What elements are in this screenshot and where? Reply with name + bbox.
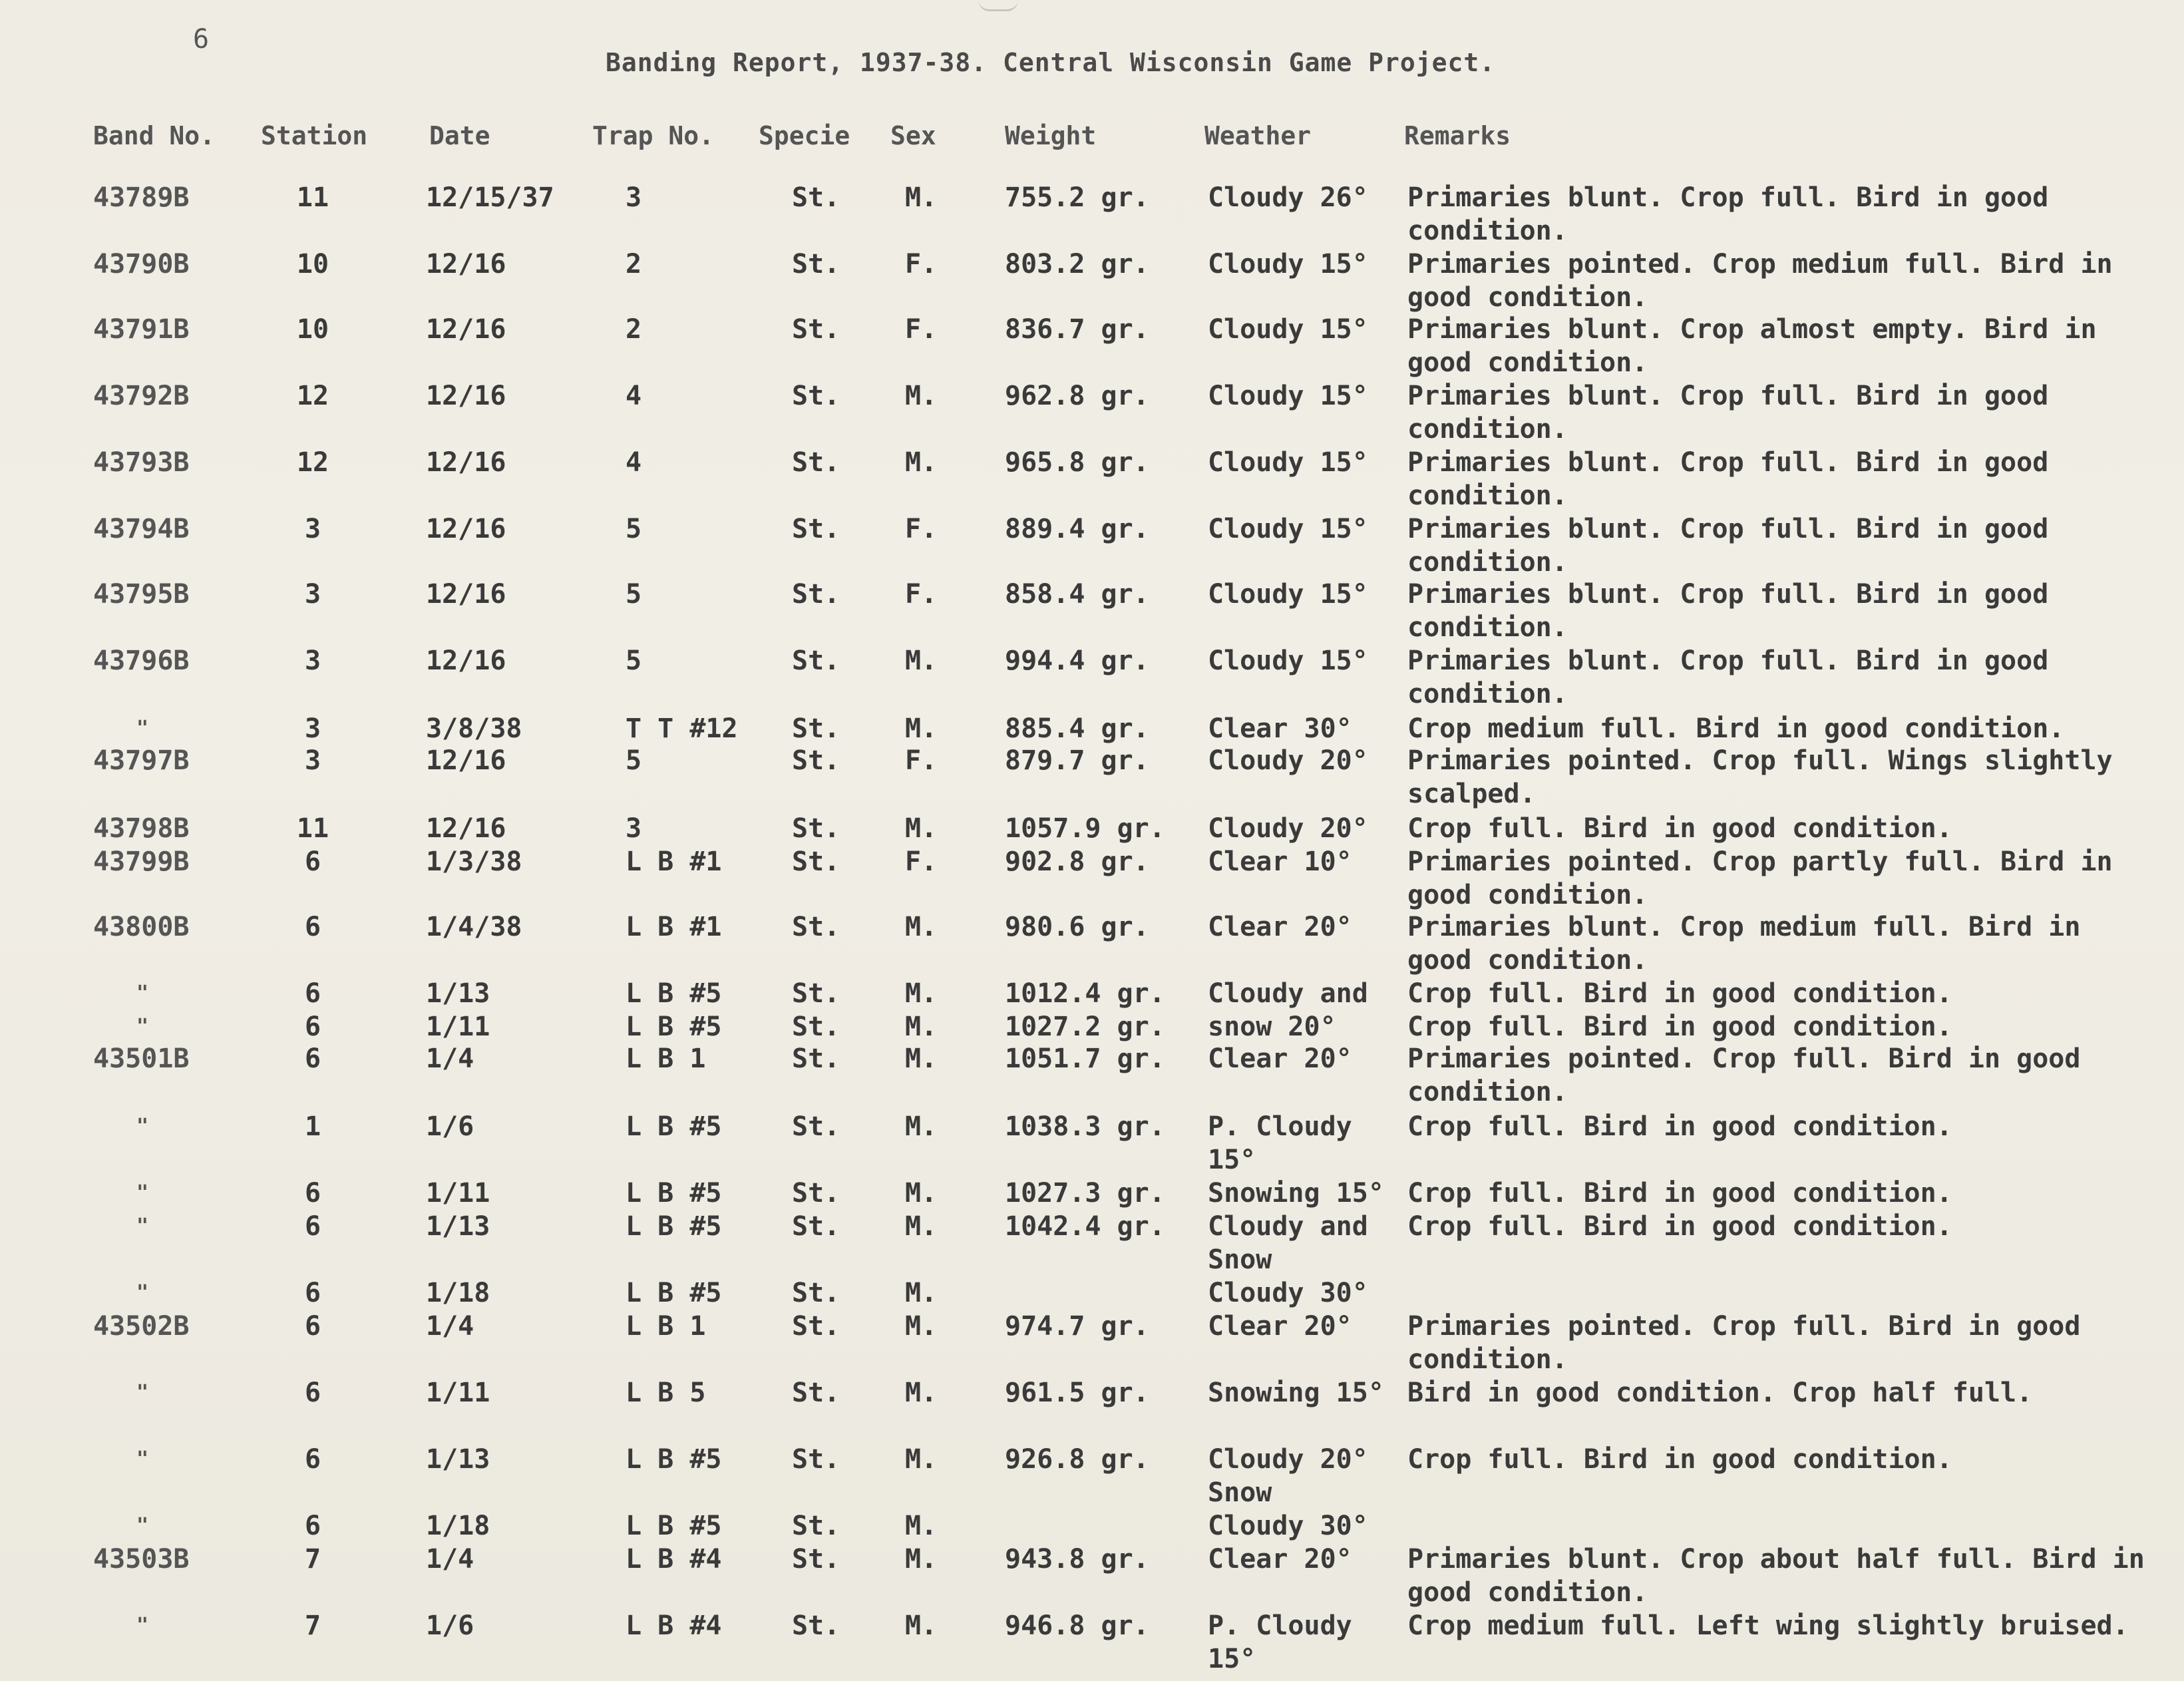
cell-trap: L B #1 <box>626 846 722 877</box>
cell-date: 12/16 <box>426 745 506 776</box>
cell-sex: F. <box>905 579 938 610</box>
cell-date: 12/16 <box>426 646 506 676</box>
header-band-no: Band No. <box>93 121 216 150</box>
cell-trap: T T #12 <box>626 713 738 744</box>
cell-specie: St. <box>792 1610 840 1641</box>
cell-band: 43800B <box>93 912 190 942</box>
cell-station: 6 <box>304 1178 321 1209</box>
cell-station: 6 <box>304 978 321 1009</box>
cell-station: 12 <box>296 381 329 411</box>
cell-weight: 1057.9 gr. <box>1005 813 1165 844</box>
cell-date: 3/8/38 <box>426 713 522 744</box>
cell-remarks: Crop medium full. Bird in good condition. <box>1407 713 2065 744</box>
cell-specie: St. <box>792 1511 840 1541</box>
cell-band: 43503B <box>93 1544 190 1575</box>
cell-weight: 980.6 gr. <box>1005 912 1149 942</box>
cell-weight: 1038.3 gr. <box>1005 1111 1165 1142</box>
cell-station: 3 <box>304 646 321 676</box>
cell-sex: M. <box>905 1111 938 1142</box>
cell-trap: 2 <box>626 249 642 280</box>
cell-weather: Clear 30° <box>1208 713 1352 744</box>
cell-weight: 1027.2 gr. <box>1005 1012 1165 1042</box>
cell-weather: Cloudy and <box>1208 978 1368 1009</box>
cell-station: 3 <box>304 579 321 610</box>
cell-station: 1 <box>304 1111 321 1142</box>
cell-specie: St. <box>792 447 840 478</box>
cell-sex: M. <box>905 1178 938 1209</box>
cell-weight: 836.7 gr. <box>1005 314 1149 345</box>
cell-specie: St. <box>792 1544 840 1575</box>
cell-weather: Cloudy 15° <box>1208 249 1368 280</box>
header-date: Date <box>429 121 490 150</box>
cell-remarks: Primaries pointed. Crop full. Wings slightly scalped. <box>1407 745 2113 809</box>
cell-trap: L B #5 <box>626 1111 722 1142</box>
cell-weather: Cloudy 15° <box>1208 579 1368 610</box>
cell-date: 12/16 <box>426 447 506 478</box>
cell-weight: 889.4 gr. <box>1005 514 1149 544</box>
cell-trap: 4 <box>626 381 642 411</box>
cell-specie: St. <box>792 579 840 610</box>
cell-sex: M. <box>905 447 938 478</box>
cell-trap: 2 <box>626 314 642 345</box>
cell-remarks: Crop full. Bird in good condition. <box>1407 1111 1952 1142</box>
cell-specie: St. <box>792 978 840 1009</box>
cell-sex: F. <box>905 745 938 776</box>
cell-weight: 879.7 gr. <box>1005 745 1149 776</box>
cell-specie: St. <box>792 813 840 844</box>
cell-weather: Cloudy and Snow <box>1208 1211 1368 1275</box>
cell-trap: L B #5 <box>626 1178 722 1209</box>
cell-weight: 803.2 gr. <box>1005 249 1149 280</box>
cell-sex: M. <box>905 646 938 676</box>
cell-trap: L B 5 <box>626 1378 706 1408</box>
cell-specie: St. <box>792 1211 840 1242</box>
cell-sex: M. <box>905 1311 938 1342</box>
cell-remarks: Primaries pointed. Crop medium full. Bird in good condition. <box>1407 249 2113 313</box>
cell-trap: 5 <box>626 579 642 610</box>
cell-station: 6 <box>304 1211 321 1242</box>
cell-sex: F. <box>905 514 938 544</box>
cell-weight: 943.8 gr. <box>1005 1544 1149 1575</box>
cell-trap: L B #5 <box>626 1211 722 1242</box>
cell-station: 6 <box>304 912 321 942</box>
cell-weather: Cloudy 15° <box>1208 381 1368 411</box>
cell-specie: St. <box>792 1012 840 1042</box>
cell-station: 3 <box>304 514 321 544</box>
cell-station: 3 <box>304 745 321 776</box>
cell-trap: L B 1 <box>626 1311 706 1342</box>
cell-station: 6 <box>304 1043 321 1074</box>
cell-remarks: Crop full. Bird in good condition. <box>1407 1444 1952 1475</box>
cell-sex: M. <box>905 381 938 411</box>
cell-date: 12/16 <box>426 514 506 544</box>
cell-weight: 961.5 gr. <box>1005 1378 1149 1408</box>
cell-weight: 1012.4 gr. <box>1005 978 1165 1009</box>
cell-date: 12/16 <box>426 813 506 844</box>
cell-weight: 926.8 gr. <box>1005 1444 1149 1475</box>
header-trap-no: Trap No. <box>592 121 715 150</box>
cell-remarks: Crop full. Bird in good condition. <box>1407 813 1952 844</box>
cell-sex: M. <box>905 182 938 213</box>
cell-sex: M. <box>905 1012 938 1042</box>
cell-weather: Clear 20° <box>1208 1544 1352 1575</box>
cell-weather: snow 20° <box>1208 1012 1336 1042</box>
cell-remarks: Bird in good condition. Crop half full. <box>1407 1378 2033 1408</box>
cell-trap: 5 <box>626 514 642 544</box>
cell-weather: Clear 20° <box>1208 1311 1352 1342</box>
cell-weight: 962.8 gr. <box>1005 381 1149 411</box>
cell-sex: F. <box>905 249 938 280</box>
cell-band: 43793B <box>93 447 190 478</box>
cell-trap: 3 <box>626 813 642 844</box>
cell-weather: Cloudy 15° <box>1208 314 1368 345</box>
paper-tab-mark <box>978 0 1018 11</box>
header-sex: Sex <box>890 121 936 150</box>
cell-station: 6 <box>304 1378 321 1408</box>
cell-station: 11 <box>296 182 329 213</box>
cell-remarks: Crop full. Bird in good condition. <box>1407 1012 1952 1042</box>
cell-trap: L B #4 <box>626 1610 722 1641</box>
cell-trap: L B 1 <box>626 1043 706 1074</box>
cell-date: 12/15/37 <box>426 182 554 213</box>
cell-band: " <box>136 1181 149 1205</box>
cell-station: 6 <box>304 1511 321 1541</box>
cell-specie: St. <box>792 912 840 942</box>
cell-sex: M. <box>905 978 938 1009</box>
cell-band: " <box>136 1514 149 1537</box>
cell-weather: Cloudy 15° <box>1208 447 1368 478</box>
cell-weight: 994.4 gr. <box>1005 646 1149 676</box>
cell-weight: 965.8 gr. <box>1005 447 1149 478</box>
cell-band: 43796B <box>93 646 190 676</box>
cell-trap: L B #5 <box>626 1012 722 1042</box>
cell-band: 43794B <box>93 514 190 544</box>
cell-sex: M. <box>905 1511 938 1541</box>
cell-band: 43789B <box>93 182 190 213</box>
cell-specie: St. <box>792 1278 840 1308</box>
header-remarks: Remarks <box>1404 121 1511 150</box>
cell-station: 6 <box>304 1444 321 1475</box>
cell-date: 1/6 <box>426 1111 474 1142</box>
cell-remarks: Primaries blunt. Crop full. Bird in good condition. <box>1407 182 2049 246</box>
cell-date: 1/11 <box>426 1012 490 1042</box>
cell-remarks: Crop full. Bird in good condition. <box>1407 1178 1952 1209</box>
cell-sex: M. <box>905 1211 938 1242</box>
cell-band: " <box>136 1115 149 1138</box>
cell-date: 1/13 <box>426 978 490 1009</box>
cell-trap: 3 <box>626 182 642 213</box>
cell-band: 43791B <box>93 314 190 345</box>
cell-weight: 974.7 gr. <box>1005 1311 1149 1342</box>
cell-remarks: Primaries blunt. Crop full. Bird in good condition. <box>1407 579 2049 643</box>
cell-station: 7 <box>304 1544 321 1575</box>
cell-band: " <box>136 1614 149 1637</box>
cell-station: 6 <box>304 1012 321 1042</box>
header-weight: Weight <box>1005 121 1097 150</box>
cell-band: 43799B <box>93 846 190 877</box>
cell-remarks: Primaries blunt. Crop about half full. Bird in good condition. <box>1407 1544 2145 1608</box>
cell-trap: L B #1 <box>626 912 722 942</box>
cell-station: 6 <box>304 1311 321 1342</box>
cell-remarks: Primaries blunt. Crop full. Bird in good condition. <box>1407 514 2049 578</box>
cell-band: 43798B <box>93 813 190 844</box>
cell-weather: Cloudy 26° <box>1208 182 1368 213</box>
cell-weather: Cloudy 20° <box>1208 813 1368 844</box>
cell-specie: St. <box>792 514 840 544</box>
cell-weight: 1051.7 gr. <box>1005 1043 1165 1074</box>
cell-weather: Clear 20° <box>1208 1043 1352 1074</box>
header-specie: Specie <box>759 121 850 150</box>
cell-sex: M. <box>905 1378 938 1408</box>
cell-weight: 885.4 gr. <box>1005 713 1149 744</box>
cell-remarks: Primaries pointed. Crop full. Bird in good condition. <box>1407 1043 2081 1107</box>
cell-sex: M. <box>905 1278 938 1308</box>
cell-date: 1/11 <box>426 1378 490 1408</box>
cell-trap: L B #5 <box>626 1444 722 1475</box>
cell-band: " <box>136 717 149 740</box>
cell-remarks: Crop full. Bird in good condition. <box>1407 1211 1952 1242</box>
cell-weight: 1042.4 gr. <box>1005 1211 1165 1242</box>
cell-trap: 4 <box>626 447 642 478</box>
cell-station: 10 <box>296 314 329 345</box>
cell-weight: 858.4 gr. <box>1005 579 1149 610</box>
cell-weather: Clear 10° <box>1208 846 1352 877</box>
cell-date: 1/4 <box>426 1043 474 1074</box>
cell-band: " <box>136 1214 149 1238</box>
cell-weather: Cloudy 30° <box>1208 1511 1368 1541</box>
cell-specie: St. <box>792 182 840 213</box>
cell-specie: St. <box>792 1178 840 1209</box>
cell-sex: M. <box>905 912 938 942</box>
cell-specie: St. <box>792 1043 840 1074</box>
cell-sex: M. <box>905 713 938 744</box>
cell-date: 12/16 <box>426 381 506 411</box>
page-number: 6 <box>193 24 210 55</box>
cell-date: 1/11 <box>426 1178 490 1209</box>
cell-date: 1/4 <box>426 1311 474 1342</box>
cell-band: 43795B <box>93 579 190 610</box>
cell-weather: P. Cloudy 15° <box>1208 1111 1352 1175</box>
cell-band: " <box>136 1281 149 1304</box>
cell-remarks: Primaries blunt. Crop medium full. Bird in good condition. <box>1407 912 2081 976</box>
cell-band: " <box>136 1381 149 1404</box>
cell-band: " <box>136 982 149 1005</box>
cell-trap: L B #5 <box>626 1511 722 1541</box>
cell-band: 43797B <box>93 745 190 776</box>
cell-specie: St. <box>792 713 840 744</box>
cell-specie: St. <box>792 1111 840 1142</box>
cell-sex: M. <box>905 1544 938 1575</box>
cell-specie: St. <box>792 745 840 776</box>
cell-remarks: Primaries blunt. Crop full. Bird in good condition. <box>1407 447 2049 511</box>
cell-band: 43792B <box>93 381 190 411</box>
cell-station: 10 <box>296 249 329 280</box>
cell-trap: L B #5 <box>626 978 722 1009</box>
cell-specie: St. <box>792 846 840 877</box>
cell-weight: 755.2 gr. <box>1005 182 1149 213</box>
cell-date: 1/3/38 <box>426 846 522 877</box>
cell-remarks: Primaries blunt. Crop full. Bird in good condition. <box>1407 381 2049 445</box>
cell-weather: Snowing 15° <box>1208 1178 1384 1209</box>
cell-weather: Cloudy 30° <box>1208 1278 1368 1308</box>
cell-sex: M. <box>905 1610 938 1641</box>
cell-specie: St. <box>792 314 840 345</box>
cell-sex: F. <box>905 846 938 877</box>
cell-remarks: Primaries pointed. Crop full. Bird in good condition. <box>1407 1311 2081 1375</box>
cell-station: 7 <box>304 1610 321 1641</box>
cell-station: 11 <box>296 813 329 844</box>
cell-station: 12 <box>296 447 329 478</box>
cell-trap: L B #5 <box>626 1278 722 1308</box>
cell-remarks: Primaries pointed. Crop partly full. Bird in good condition. <box>1407 846 2113 910</box>
header-station: Station <box>261 121 368 150</box>
cell-band: " <box>136 1447 149 1471</box>
cell-date: 1/4 <box>426 1544 474 1575</box>
cell-specie: St. <box>792 1311 840 1342</box>
cell-weather: Cloudy 20° Snow <box>1208 1444 1368 1508</box>
cell-station: 6 <box>304 846 321 877</box>
cell-band: 43502B <box>93 1311 190 1342</box>
cell-remarks: Crop full. Bird in good condition. <box>1407 978 1952 1009</box>
cell-date: 1/13 <box>426 1444 490 1475</box>
cell-weather: Cloudy 20° <box>1208 745 1368 776</box>
cell-specie: St. <box>792 646 840 676</box>
cell-weight: 1027.3 gr. <box>1005 1178 1165 1209</box>
cell-station: 6 <box>304 1278 321 1308</box>
cell-date: 12/16 <box>426 249 506 280</box>
cell-sex: M. <box>905 1444 938 1475</box>
cell-date: 12/16 <box>426 314 506 345</box>
cell-weather: Snowing 15° <box>1208 1378 1384 1408</box>
cell-weather: Clear 20° <box>1208 912 1352 942</box>
cell-specie: St. <box>792 1444 840 1475</box>
cell-trap: 5 <box>626 745 642 776</box>
cell-sex: F. <box>905 314 938 345</box>
cell-weather: P. Cloudy 15° <box>1208 1610 1352 1674</box>
cell-weight: 946.8 gr. <box>1005 1610 1149 1641</box>
cell-band: 43790B <box>93 249 190 280</box>
cell-band: 43501B <box>93 1043 190 1074</box>
header-weather: Weather <box>1204 121 1312 150</box>
cell-weather: Cloudy 15° <box>1208 646 1368 676</box>
cell-specie: St. <box>792 249 840 280</box>
cell-date: 1/18 <box>426 1278 490 1308</box>
cell-date: 1/6 <box>426 1610 474 1641</box>
cell-station: 3 <box>304 713 321 744</box>
cell-trap: L B #4 <box>626 1544 722 1575</box>
cell-date: 1/4/38 <box>426 912 522 942</box>
cell-sex: M. <box>905 813 938 844</box>
cell-date: 1/13 <box>426 1211 490 1242</box>
cell-date: 1/18 <box>426 1511 490 1541</box>
cell-remarks: Primaries blunt. Crop almost empty. Bird in good condition. <box>1407 314 2097 378</box>
cell-weight: 902.8 gr. <box>1005 846 1149 877</box>
cell-band: " <box>136 1015 149 1038</box>
cell-trap: 5 <box>626 646 642 676</box>
cell-weather: Cloudy 15° <box>1208 514 1368 544</box>
cell-date: 12/16 <box>426 579 506 610</box>
cell-remarks: Crop medium full. Left wing slightly bruised. <box>1407 1610 2129 1641</box>
cell-specie: St. <box>792 1378 840 1408</box>
cell-remarks: Primaries blunt. Crop full. Bird in good condition. <box>1407 646 2049 709</box>
report-title: Banding Report, 1937-38. Central Wisconsin Game Project. <box>606 48 1496 77</box>
cell-sex: M. <box>905 1043 938 1074</box>
cell-specie: St. <box>792 381 840 411</box>
